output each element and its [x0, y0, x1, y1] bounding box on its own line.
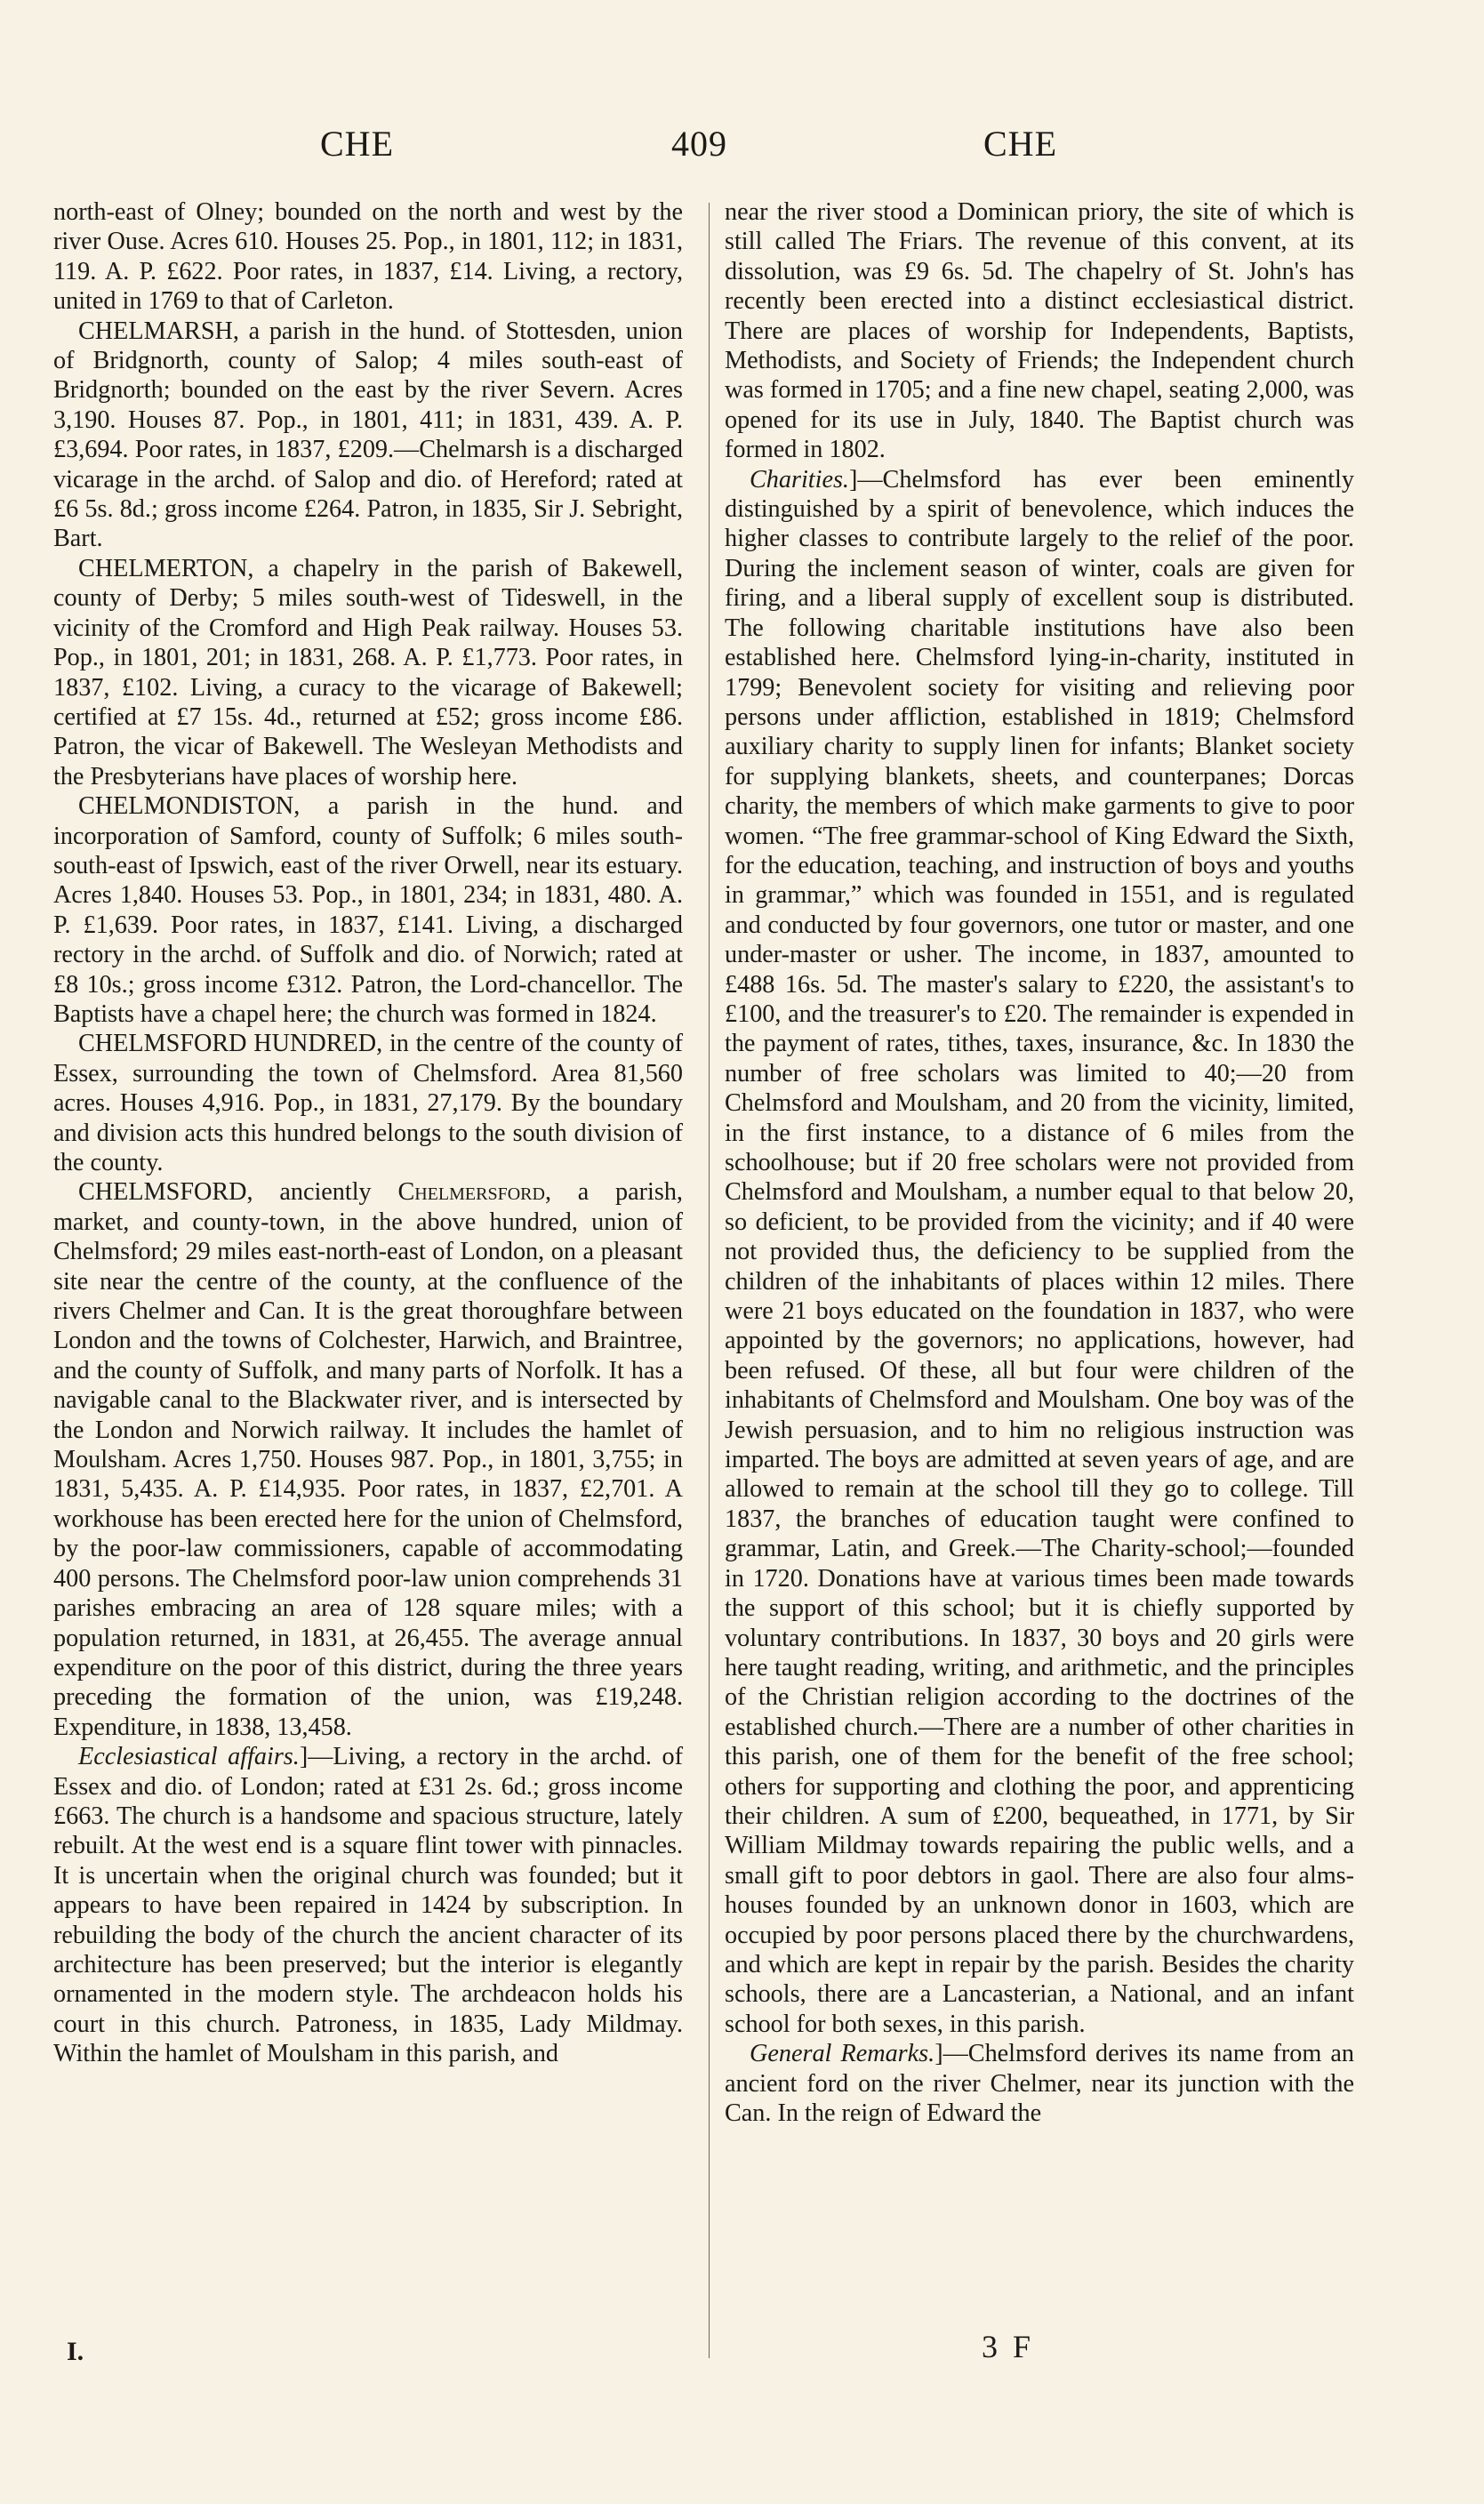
entry-chelmerton: CHELMERTON, a chapelry in the parish of Bakewell, county of Derby; 5 miles south-west of Tideswell, in the vicinity of the Cromford and High Peak railway. Houses 53. Pop., in 1801, 201; in 1831, 268. A. P. £1,773. Poor rates, in 1837, £102. Living, a curacy to the vicarage of Bakewell; certified at £7 15s. 4d., returned at £52; gross income £86. Patron, the vicar of Bakewell. The Wesleyan Methodists and the Presbyterians have places of worship here. — [53, 554, 683, 791]
ancient-name: Chelmersford — [397, 1178, 545, 1207]
general-remarks — [725, 2039, 1354, 2128]
section-heading: Ecclesiastical affairs. — [78, 1743, 300, 1771]
page-number: 409 — [671, 124, 727, 164]
entry-continued: north-east of Olney; bounded on the north and west by the river Ouse. Acres 610. Houses 25. Pop., in 1801, 112; in 1831, 119. A. P. £622. Poor rates, in 1837, £14. Living, a rectory, united in 1769 to that of Carleton. — [53, 198, 683, 316]
signature-mark-right: 3 F — [982, 2329, 1035, 2364]
entry-chelmarsh: CHELMARSH, a parish in the hund. of Stottesden, union of Bridgnorth, county of Salop; 4 miles south-east of Bridgnorth; bounded on the east by the river Severn. Acres 3,190. Houses 87. Pop., in 1801, 411; in 1831, 439. A. P. £3,694. Poor rates, in 1837, £209.—Chelmarsh is a discharged vicarage in the archd. of Salop and dio. of Hereford; rated at £6 5s. 8d.; gross income £264. Patron, in 1835, Sir J. Sebright, Bart. — [53, 317, 683, 553]
header-right-word: CHE — [983, 124, 1057, 164]
entry-chelmondiston: CHELMONDISTON, a parish in the hund. and incorporation of Samford, county of Suffolk; 6 miles south-south-east of Ipswich, east of the river Orwell, near its estuary. Acres 1,840. Houses 53. Pop., in 1801, 234; in 1831, 480. A. P. £1,639. Poor rates, in 1837, £141. Living, a discharged rectory in the archd. of Suffolk and dio. of Norwich; rated at £8 10s.; gross income £312. Patron, the Lord-chancellor. The Baptists have a chapel here; the church was formed in 1824. — [53, 792, 683, 1028]
entry-continued: near the river stood a Dominican priory, the site of which is still called The Friars. The revenue of this convent, at its dissolution, was £9 6s. 5d. The chapelry of St. John's has recently been erected into a distinct ecclesiastical district. There are places of worship for Independents, Baptists, Methodists, and Society of Friends; the Independent church was formed in 1705; and a fine new chapel, seating 2,000, was opened for its use in July, 1840. The Baptist church was formed in 1802. — [725, 198, 1354, 464]
section-body: ]—Living, a rectory in the archd. of Essex and dio. of London; rated at £31 2s. 6d.; gross income £663. The church is a handsome and spacious structure, lately rebuilt. At the west end is a square flint tower with pinnacles. It is uncertain when the original church was founded; but it appears to have been repaired in 1424 by subscription. In rebuilding the body of the church the ancient character of its architecture has been preserved; but the interior is elegantly ornamented in the modern style. The archdeacon holds his court in this church. Patroness, in 1835, Lady Mildmay. Within the hamlet of Moulsham in this parish, and — [53, 1743, 683, 2068]
entry-chelmsford-hundred: CHELMSFORD HUNDRED, in the centre of the county of Essex, surrounding the town of Chelmsford. Area 81,560 acres. Houses 4,916. Pop., in 1831, 27,179. By the boundary and division acts this hundred belongs to the south division of the county. — [53, 1030, 683, 1176]
running-header — [0, 123, 1484, 176]
entry-chelmsford — [53, 1177, 683, 1742]
entry-chelmsford-lead: CHELMSFORD, anciently — [78, 1178, 398, 1207]
section-heading: Charities. — [750, 465, 849, 494]
section-body: ]—Chelmsford derives its name from an ancient ford on the river Chelmer, near its junction with the Can. In the reign of Edward the — [725, 2040, 1354, 2127]
ecclesiastical-affairs — [53, 1742, 683, 2068]
signature-mark-left: I. — [67, 2337, 84, 2366]
left-column — [53, 197, 683, 2069]
entry-chelmsford-body: , a parish, market, and county-town, in the above hundred, union of Chelmsford; 29 miles east-north-east of London, on a pleasant site near the centre of the county, at the confluence of the rivers Chelmer and Can. It is the great thoroughfare between London and the towns of Colchester, Harwich, and Braintree, and the county of Suffolk, and many parts of Norfolk. It has a navigable canal to the Blackwater river, and is intersected by the London and Norwich railway. It includes the hamlet of Moulsham. Acres 1,750. Houses 987. Pop., in 1801, 3,755; in 1831, 5,435. A. P. £14,935. Poor rates, in 1837, £2,701. A workhouse has been erected here for the union of Chelmsford, by the poor-law commissioners, capable of accommodating 400 persons. The Chelmsford poor-law union comprehends 31 parishes embracing an area of 128 square miles; with a population returned, in 1831, at 26,455. The average annual expenditure on the poor of this district, during the three years preceding the formation of the union, was £19,248. Expenditure, in 1838, 13,458. — [53, 1178, 683, 1741]
right-column — [725, 197, 1354, 2128]
section-body: ]—Chelmsford has ever been eminently distinguished by a spirit of benevolence, which induces the higher classes to contribute largely to the relief of the poor. During the inclement season of winter, coals are given for firing, and a liberal supply of excellent soup is distributed. The following charitable institutions have also been established here. Chelmsford lying-in-charity, instituted in 1799; Benevolent society for visiting and relieving poor persons under affliction, established in 1819; Chelmsford auxiliary charity to supply linen for infants; Blanket society for supplying blankets, sheets, and counterpanes; Dorcas charity, the members of which make garments to give to poor women. “The free grammar-school of King Edward the Sixth, for the education, teaching, and instruction of boys and youths in grammar,” which was founded in 1551, and is regulated and conducted by four governors, one tutor or master, and one under-master or usher. The income, in 1837, amounted to £488 16s. 5d. The master's salary to £220, the assistant's to £100, and the treasurer's to £20. The remainder is expended in the payment of rates, tithes, taxes, insurance, &c. In 1830 the number of free scholars was limited to 40;—20 from Chelmsford and Moulsham, and 20 from the vicinity, limited, in the first instance, to a distance of 6 miles from the schoolhouse; but if 20 free scholars were not provided from Chelmsford and Moulsham, a number equal to that below 20, so deficient, to be provided from the vicinity; and if 40 were not provided thus, the deficiency to be supplied from the children of the inhabitants of places within 12 miles. There were 21 boys educated on the foundation in 1837, who were appointed by the governors; no applications, however, had been refused. Of these, all but four were children of the inhabitants of Chelmsford and Moulsham. One boy was of the Jewish persuasion, and to him no religious instruction was imparted. The boys are admitted at seven years of age, and are allowed to remain at the school till they go to college. Till 1837, the branches of education taught were confined to grammar, Latin, and Greek.—The Charity-school;—founded in 1720. Donations have at various times been made towards the support of this school; but it is chiefly supported by voluntary contributions. In 1837, 30 boys and 20 girls were here taught reading, writing, and arithmetic, and the principles of the Christian religion according to the doctrines of the established church.—There are a number of other charities in this parish, one of them for the benefit of the free school; others for supporting and clothing the poor, and apprenticing their children. A sum of £200, bequeathed, in 1771, by Sir William Mildmay towards repairing the public wells, and a small gift to poor debtors in gaol. There are also four alms-houses founded by an unknown donor in 1603, which are occupied by poor persons placed there by the churchwardens, and which are kept in repair by the parish. Besides the charity schools, there are a Lancasterian, a National, and an infant school for both sexes, in this parish. — [725, 465, 1354, 2038]
page-footer — [0, 2329, 1484, 2381]
section-heading: General Remarks. — [750, 2040, 935, 2068]
header-left-word: CHE — [320, 124, 394, 164]
column-rule — [709, 203, 710, 2358]
charities — [725, 465, 1354, 2040]
